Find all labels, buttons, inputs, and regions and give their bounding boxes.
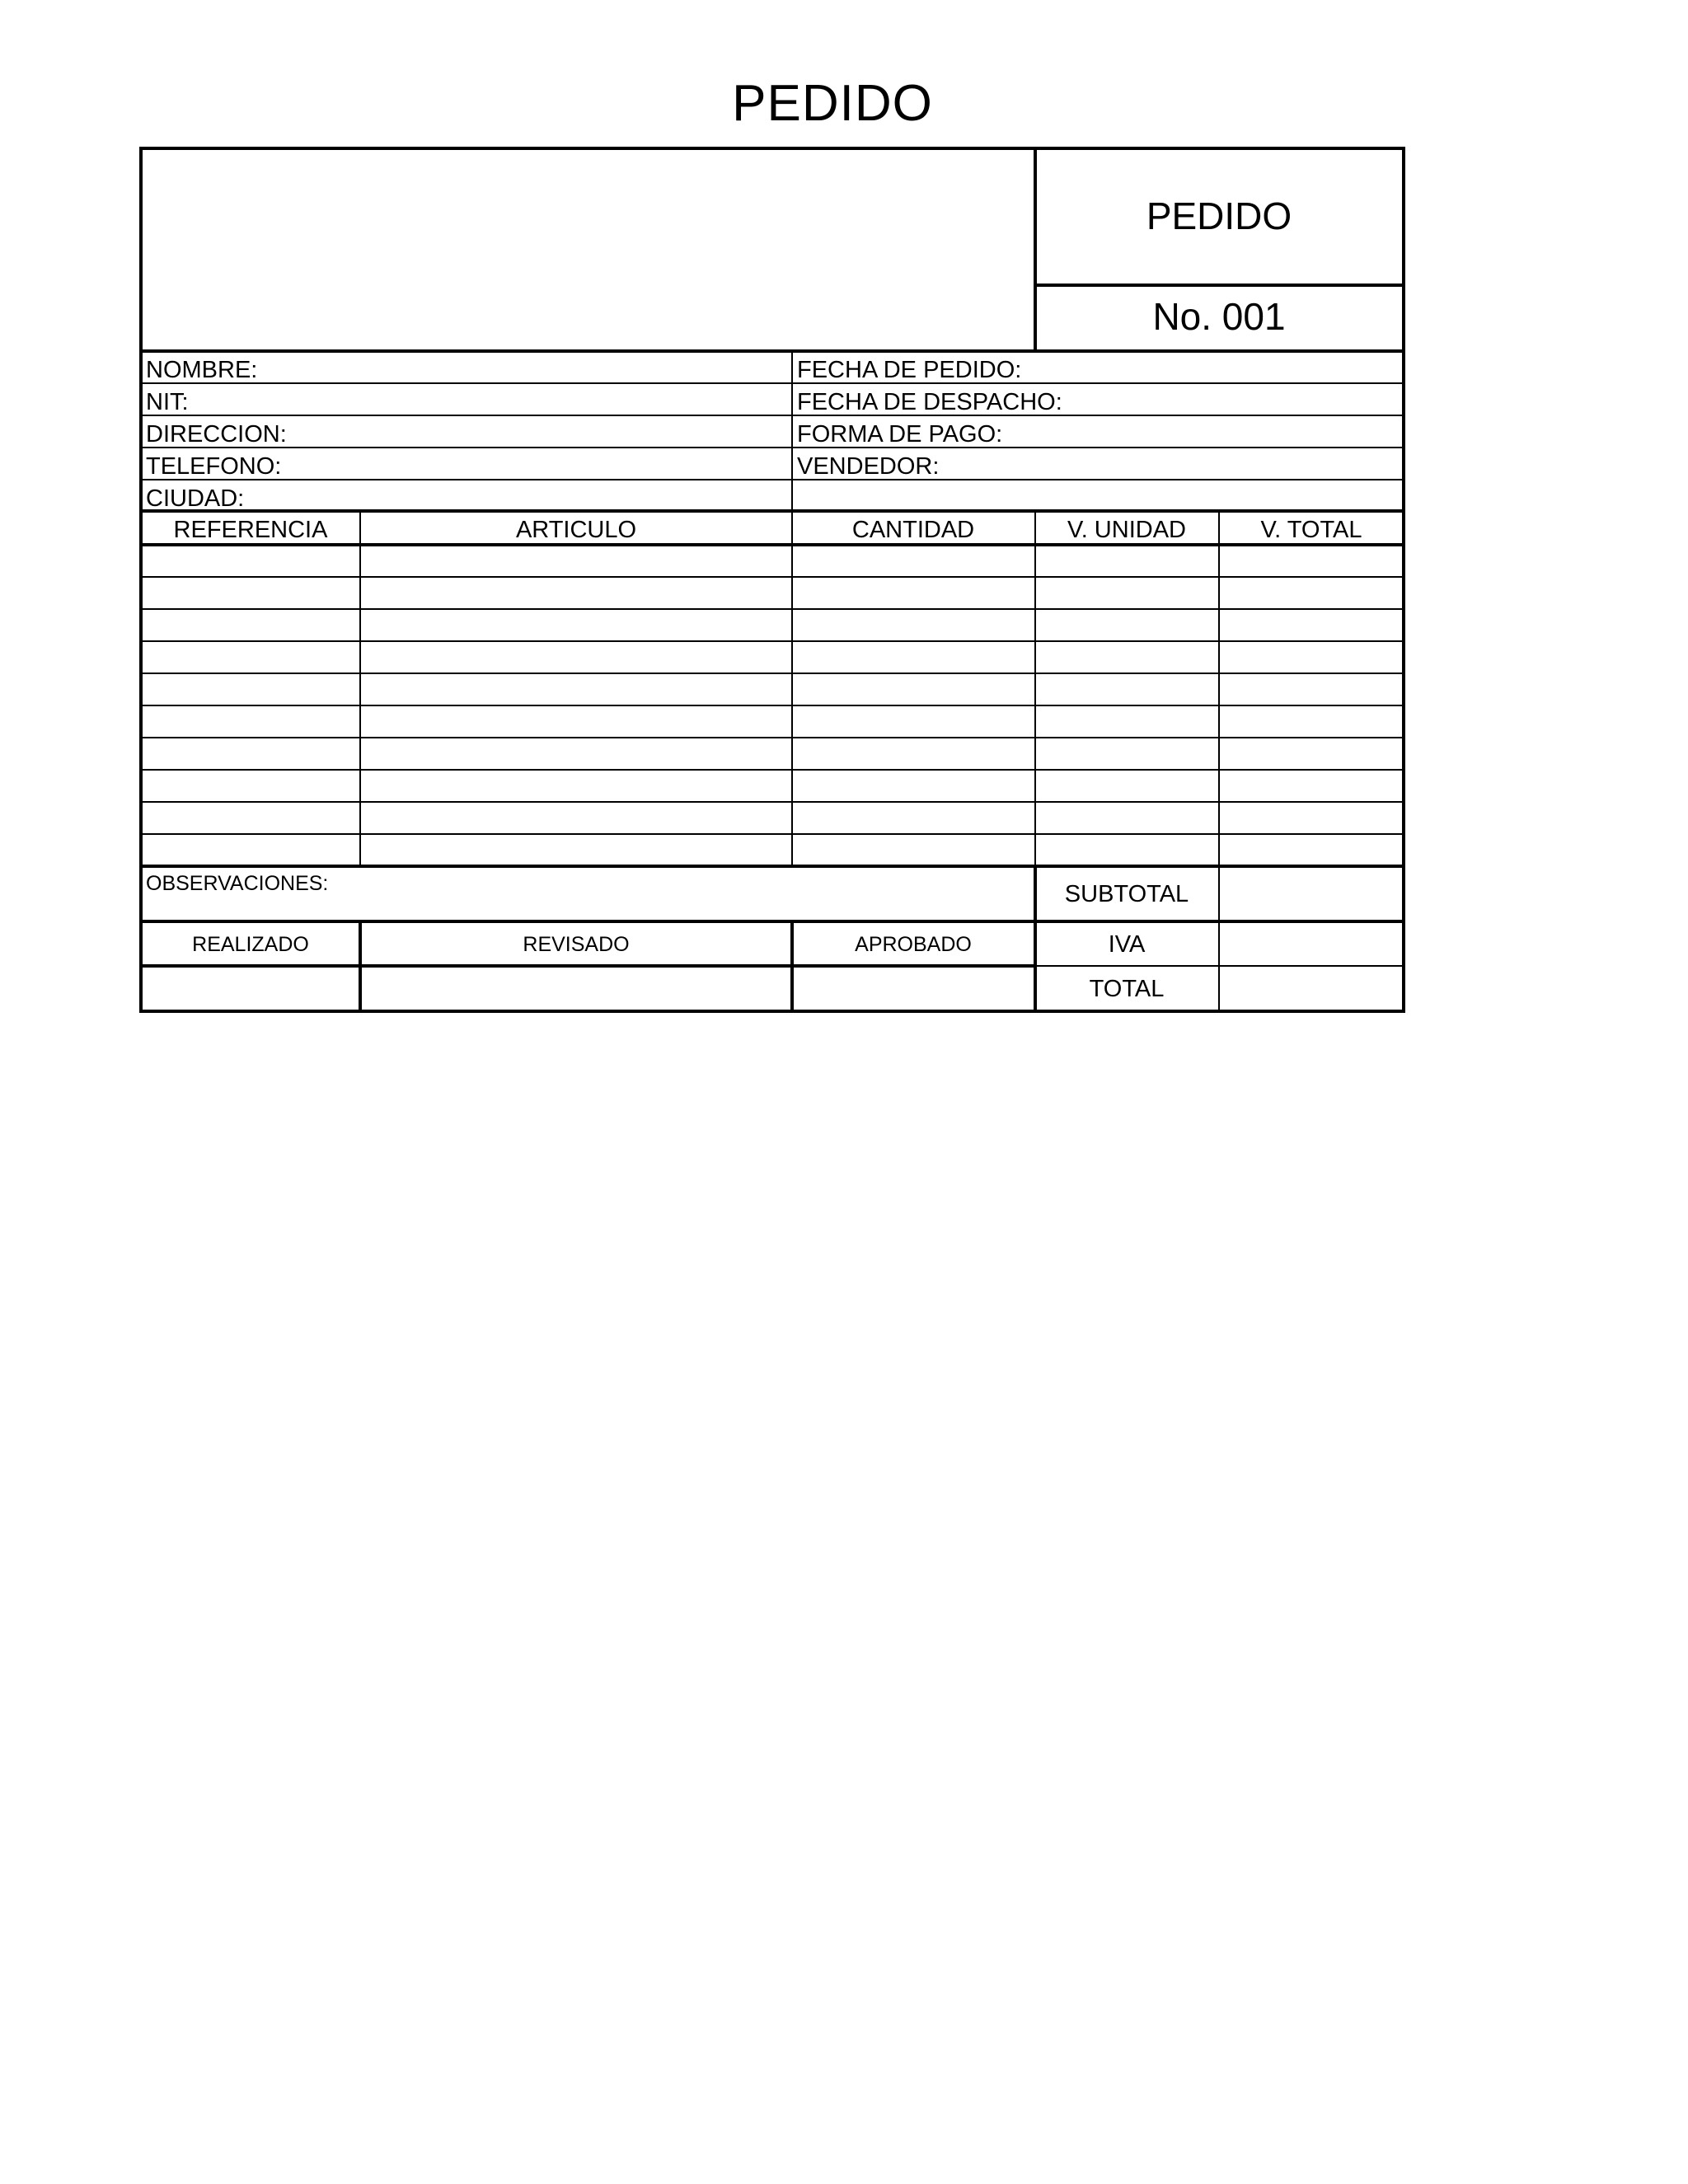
label-fecha-despacho: FECHA DE DESPACHO: bbox=[797, 389, 1062, 415]
label-nit: NIT: bbox=[146, 389, 189, 415]
totals-iva-label: IVA bbox=[1108, 931, 1146, 958]
customer-info-block bbox=[141, 351, 1404, 511]
order-number: No. 001 bbox=[1152, 295, 1286, 338]
label-nombre: NOMBRE: bbox=[146, 357, 258, 383]
signature-revisado: REVISADO bbox=[523, 933, 630, 956]
order-title: PEDIDO bbox=[1146, 194, 1292, 237]
label-ciudad: CIUDAD: bbox=[146, 485, 245, 512]
label-direccion: DIRECCION: bbox=[146, 421, 287, 448]
signature-aprobado: APROBADO bbox=[855, 933, 972, 956]
page-title: PEDIDO bbox=[732, 75, 933, 132]
totals-subtotal-label: SUBTOTAL bbox=[1064, 881, 1189, 907]
col-header-v-total: V. TOTAL bbox=[1260, 517, 1362, 543]
col-header-v-unidad: V. UNIDAD bbox=[1067, 517, 1186, 543]
label-vendedor: VENDEDOR: bbox=[797, 453, 940, 480]
signature-realizado: REALIZADO bbox=[192, 933, 309, 956]
col-header-referencia: REFERENCIA bbox=[173, 517, 328, 543]
col-header-articulo: ARTICULO bbox=[515, 517, 637, 543]
label-fecha-pedido: FECHA DE PEDIDO: bbox=[797, 357, 1022, 383]
label-telefono: TELEFONO: bbox=[146, 453, 282, 480]
observations-label: OBSERVACIONES: bbox=[146, 872, 329, 895]
totals-total-label: TOTAL bbox=[1089, 976, 1165, 1002]
footer-block bbox=[141, 866, 1404, 1011]
col-header-cantidad: CANTIDAD bbox=[851, 517, 975, 543]
label-forma-pago: FORMA DE PAGO: bbox=[797, 421, 1003, 448]
items-table-grid bbox=[141, 511, 1404, 866]
